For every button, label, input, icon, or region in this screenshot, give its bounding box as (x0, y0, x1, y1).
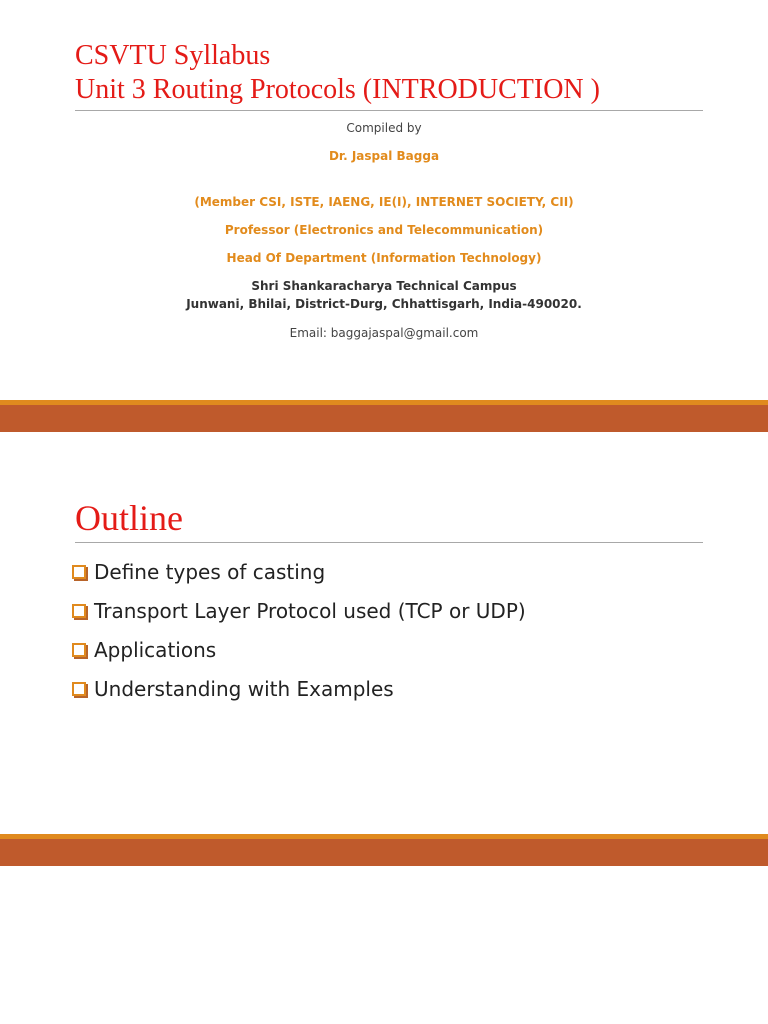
bullet-item (72, 630, 526, 669)
title-divider (75, 110, 703, 111)
outline-slide (0, 432, 768, 832)
institute-address: Junwani, Bhilai, District-Durg, Chhattisgarh, India-490020. (186, 297, 582, 311)
bullet-item (72, 669, 526, 708)
institute-name: Shri Shankaracharya Technical Campus (251, 279, 517, 293)
outline-title: Outline (75, 498, 183, 538)
email-line: Email: baggajaspal@gmail.com (289, 326, 479, 340)
title-slide (0, 0, 768, 400)
designation-line: Professor (Electronics and Telecommunication) (224, 223, 544, 237)
bullet-text: Define types of casting (94, 559, 326, 584)
slide-separator (0, 834, 768, 866)
checkbox-bullet-icon (72, 682, 86, 696)
hod-line: Head Of Department (Information Technology) (226, 251, 542, 265)
compiled-by-label: Compiled by (346, 121, 422, 135)
author-name: Dr. Jaspal Bagga (328, 149, 440, 163)
bullet-text: Applications (94, 637, 217, 662)
checkbox-bullet-icon (72, 643, 86, 657)
slide-title-line2: Unit 3 Routing Protocols (INTRODUCTION ) (75, 74, 600, 105)
bullet-item (72, 552, 526, 591)
checkbox-bullet-icon (72, 604, 86, 618)
bullet-text: Transport Layer Protocol used (TCP or UDP) (94, 598, 526, 623)
bullet-item (72, 591, 526, 630)
checkbox-bullet-icon (72, 565, 86, 579)
membership-line: (Member CSI, ISTE, IAENG, IE(I), INTERNET SOCIETY, CII) (194, 195, 574, 209)
slide-separator (0, 400, 768, 432)
next-slide-blank (0, 866, 768, 1024)
outline-divider (75, 542, 703, 543)
slide-title-line1: CSVTU Syllabus (75, 40, 271, 71)
bullet-text: Understanding with Examples (94, 676, 394, 701)
outline-bullet-list (72, 552, 526, 708)
